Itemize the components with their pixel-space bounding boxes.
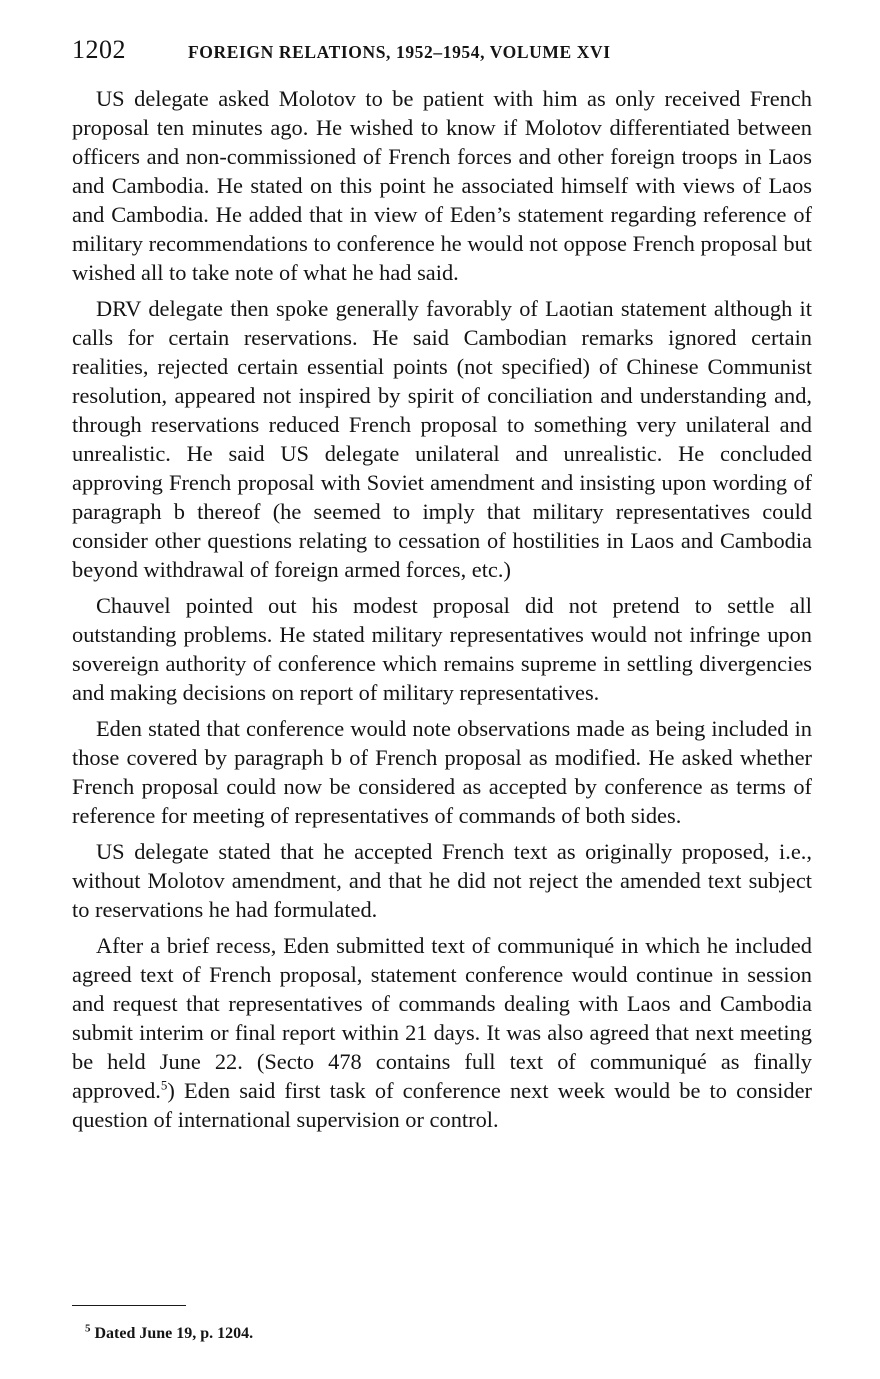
page-number: 1202: [72, 35, 126, 64]
paragraph-chauvel: Chauvel pointed out his modest proposal did not pretend to settle all outstanding problems. He stated military representatives would not infringe upon sovereign authority of conference which remains supreme in settling divergencies and making decisions on report of military representatives.: [72, 593, 812, 705]
paragraph-drv-delegate: DRV delegate then spoke generally favorably of Laotian statement although it calls for certain reservations. He said Cambodian remarks ignored certain realities, rejected certain essential points (not specified) of Chinese Communist resolution, appeared not inspired by spirit of conciliation and understanding and, through reservations reduced French proposal to something very unilateral and unrealistic. He said US delegate unilateral and unrealistic. He concluded approving French proposal with Soviet amendment and insisting upon wording of paragraph b thereof (he seemed to imply that military representatives could consider other questions relating to cessation of hostilities in Laos and Cambodia beyond withdrawal of foreign armed forces, etc.): [72, 296, 812, 582]
footnote-marker: 5: [85, 1322, 91, 1335]
paragraph-us-delegate-french-text: US delegate stated that he accepted French text as originally proposed, i.e., without Molotov amendment, and that he did not reject the amended text subject to reservations he had formulated.: [72, 839, 812, 922]
footnote-divider: [72, 1305, 186, 1306]
footnote-text: Dated June 19, p. 1204.: [94, 1325, 254, 1342]
paragraph-communique: [72, 931, 812, 1134]
running-header: [72, 34, 812, 68]
body-text: [72, 84, 812, 1141]
paragraph-communique-tail: ) Eden said first task of conference next week would be to consider question of international supervision or control.: [72, 1078, 812, 1132]
footnote-5: [85, 1323, 685, 1345]
paragraph-us-delegate-molotov: US delegate asked Molotov to be patient with him as only received French proposal ten minutes ago. He wished to know if Molotov differentiated between officers and non-commissioned of French forces and other foreign troops in Laos and Cambodia. He stated on this point he associated himself with views of Laos and Cambodia. He added that in view of Eden’s statement regarding reference of military recommendations to conference he would not oppose French proposal but wished all to take note of what he had said.: [72, 86, 812, 285]
paragraph-eden-observations: Eden stated that conference would note observations made as being included in those covered by paragraph b of French proposal as modified. He asked whether French proposal could now be considered as accepted by conference as terms of reference for meeting of representatives of commands of both sides.: [72, 716, 812, 828]
series-title: FOREIGN RELATIONS, 1952–1954, VOLUME XVI: [188, 42, 611, 62]
footnote-reference-5[interactable]: 5: [160, 1077, 168, 1093]
paragraph-communique-text: After a brief recess, Eden submitted text of communiqué in which he included agreed text of French proposal, statement conference would continue in session and request that representatives of commands dealing with Laos and Cambodia submit interim or final report within 21 days. It was also agreed that next meeting be held June 22. (Secto 478 contains full text of communiqué as finally approved.: [72, 933, 812, 1103]
